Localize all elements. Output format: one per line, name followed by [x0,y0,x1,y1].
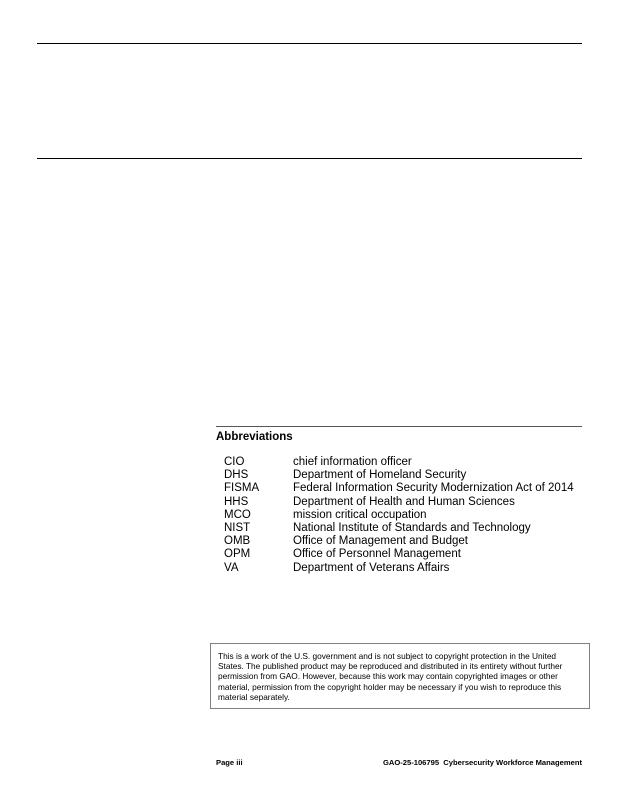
abbreviation-definition: mission critical occupation [293,508,427,521]
abbreviation-row [216,482,582,495]
abbreviation-row [216,456,582,469]
abbreviation-row [216,509,582,522]
abbreviations-section [216,426,582,575]
section-divider [37,158,582,159]
abbreviation-row [216,562,582,575]
abbreviation-term: VA [224,561,239,574]
abbreviation-row [216,548,582,561]
page-number: Page iii [216,758,243,767]
abbreviation-definition: Department of Homeland Security [293,469,467,482]
abbreviation-term: OMB [224,535,251,548]
abbreviation-term: DHS [224,469,249,482]
abbreviations-list [216,456,582,575]
abbreviation-definition: Department of Veterans Affairs [293,561,450,574]
abbreviation-definition: Department of Health and Human Sciences [293,495,515,508]
abbreviation-term: FISMA [224,482,260,495]
abbreviation-row [216,522,582,535]
abbreviation-row [216,469,582,482]
abbreviation-term: OPM [224,548,251,561]
abbreviations-heading: Abbreviations [216,431,293,443]
abbreviation-definition: Office of Management and Budget [293,535,468,548]
page-footer [216,758,582,767]
abbreviation-definition: chief information officer [293,456,412,468]
abbreviation-term: MCO [224,508,251,521]
abbreviation-definition: National Institute of Standards and Technology [293,522,531,535]
abbreviation-term: NIST [224,522,251,535]
copyright-notice: This is a work of the U.S. government and is not subject to copyright protection in the United States. The published product may be reproduced and distributed in its entirety without further permission from GAO. However, because this work may contain copyrighted images or other material, permission from the copyright holder may be necessary if you wish to reproduce this material separately. [210,643,590,709]
abbreviations-divider [216,426,582,427]
abbreviation-term: CIO [224,456,245,468]
report-title: GAO-25-106795 Cybersecurity Workforce Management [382,758,582,767]
abbreviation-row [216,496,582,509]
abbreviation-row [216,535,582,548]
abbreviation-definition: Office of Personnel Management [293,548,461,561]
abbreviation-definition: Federal Information Security Modernization Act of 2014 [293,482,574,495]
top-divider [37,43,582,44]
abbreviation-term: HHS [224,495,249,508]
